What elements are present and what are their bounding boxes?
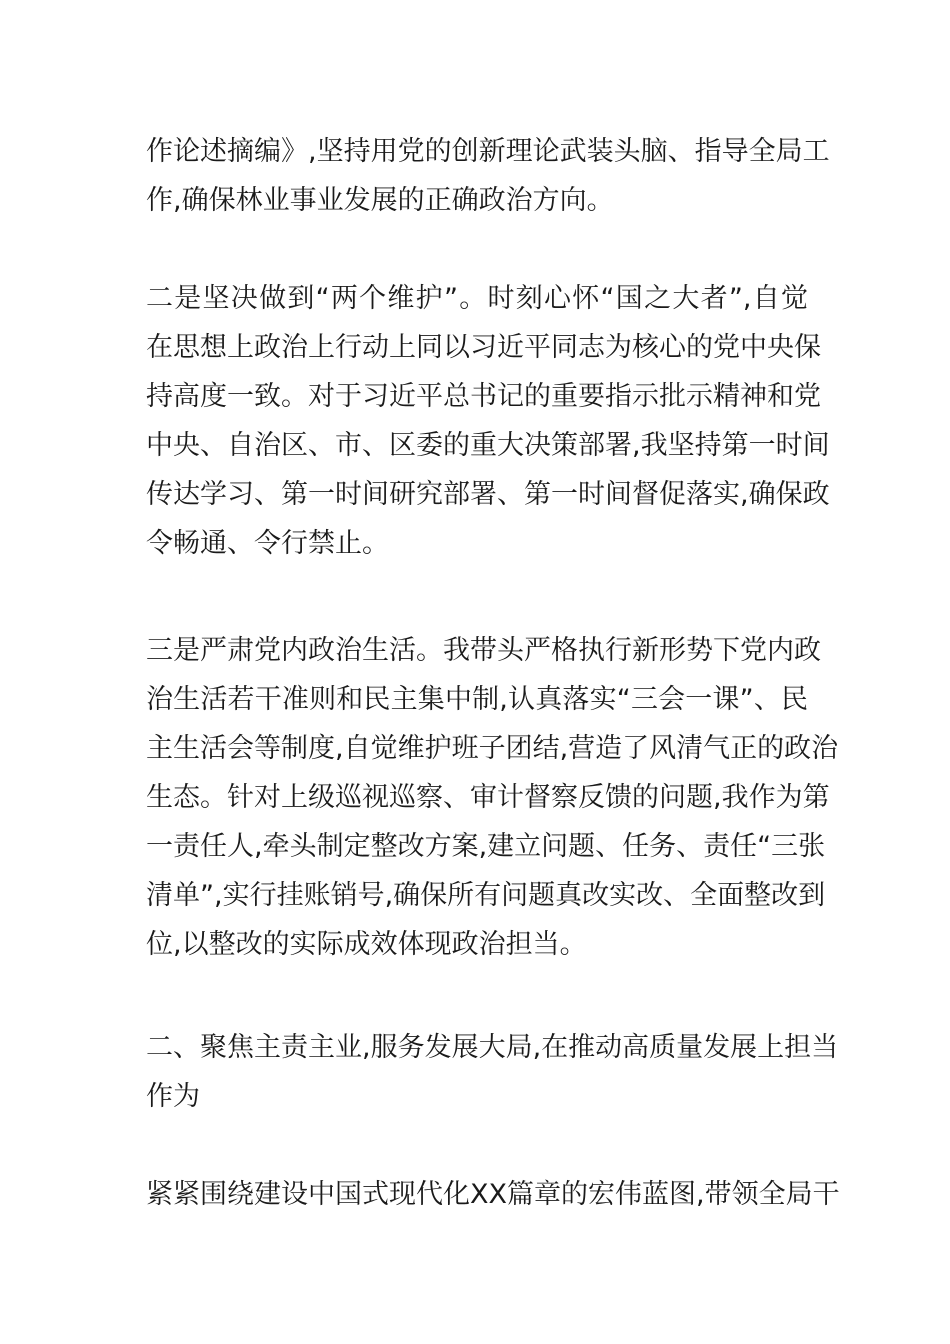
text-line: 中央、自治区、市、区委的重大决策部署,我坚持第一时间 bbox=[146, 430, 830, 461]
text-line: 令畅通、令行禁止。 bbox=[146, 528, 389, 559]
text-line: 二是坚决做到“两个维护”。时刻心怀“国之大者”,自觉 bbox=[146, 283, 808, 314]
text-line: 清单”,实行挂账销号,确保所有问题真改实改、全面整改到 bbox=[146, 880, 826, 911]
text-line: 作,确保林业事业发展的正确政治方向。 bbox=[146, 185, 614, 216]
text-line: 三是严肃党内政治生活。我带头严格执行新形势下党内政 bbox=[146, 635, 821, 666]
paragraph-two-safeguards bbox=[146, 274, 830, 568]
text-line: 持高度一致。对于习近平总书记的重要指示批示精神和党 bbox=[146, 381, 821, 412]
text-line: 在思想上政治上行动上同以习近平同志为核心的党中央保 bbox=[146, 332, 821, 363]
paragraph-theory-study-ending bbox=[146, 127, 830, 225]
text-line: 位,以整改的实际成效体现政治担当。 bbox=[146, 929, 587, 960]
text-line: 紧紧围绕建设中国式现代化XX篇章的宏伟蓝图,带领全局干 bbox=[146, 1179, 840, 1210]
text-line: 生态。针对上级巡视巡察、审计督察反馈的问题,我作为第 bbox=[146, 782, 830, 813]
text-line: 治生活若干准则和民主集中制,认真落实“三会一课”、民 bbox=[146, 684, 808, 715]
text-line: 传达学习、第一时间研究部署、第一时间督促落实,确保政 bbox=[146, 479, 830, 510]
paragraph-modernization-start bbox=[146, 1170, 840, 1219]
text-line: 作为 bbox=[146, 1081, 200, 1112]
text-line: 作论述摘编》,坚持用党的创新理论武装头脑、指导全局工 bbox=[146, 136, 830, 167]
text-line: 主生活会等制度,自觉维护班子团结,营造了风清气正的政治 bbox=[146, 733, 839, 764]
paragraph-political-life bbox=[146, 626, 839, 969]
text-line: 一责任人,牵头制定整改方案,建立问题、任务、责任“三张 bbox=[146, 831, 826, 862]
text-line: 二、聚焦主责主业,服务发展大局,在推动高质量发展上担当 bbox=[146, 1032, 839, 1063]
section-heading-two bbox=[146, 1023, 839, 1121]
